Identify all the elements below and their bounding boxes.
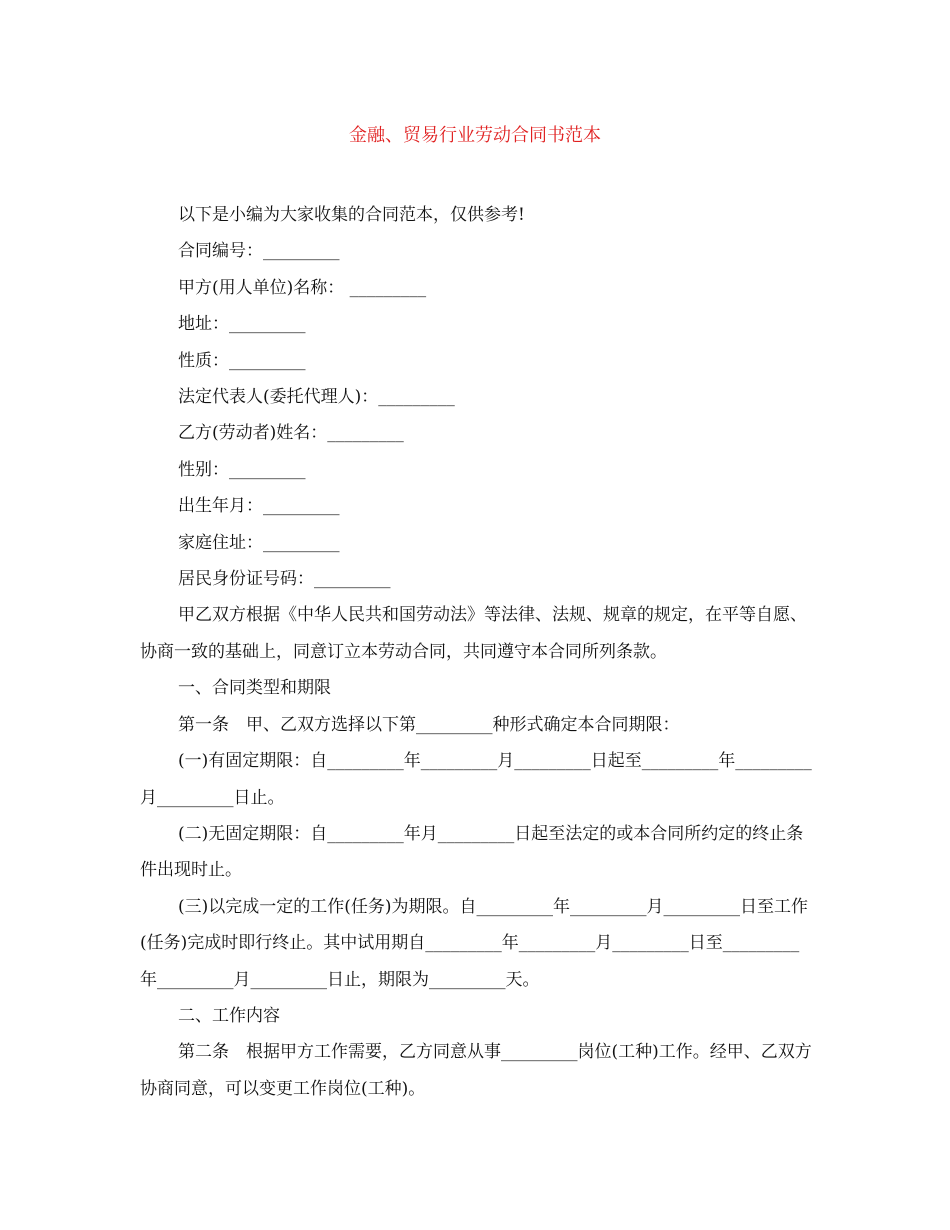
- address-line: 地址：_________: [178, 314, 306, 335]
- section-heading-contract-type: 一、合同类型和期限: [178, 678, 331, 699]
- intro-paragraph: 以下是小编为大家收集的合同范本，仅供参考!: [178, 205, 525, 225]
- document-title: 金融、贸易行业劳动合同书范本: [349, 125, 601, 146]
- id-number-line: 居民身份证号码：_________: [178, 569, 391, 590]
- task-term-clause: (三)以完成一定的工作(任务)为期限。自_________年_________月_________日至工作(任务)完成时即行终止。其中试用期自_________年_________月_________日至_________年_________月_________日止，期限为_________天。: [140, 896, 809, 990]
- fixed-term-clause: (一)有固定期限：自_________年_________月_________日起至_________年_________月_________日止。: [140, 751, 812, 808]
- article-one: 第一条 甲、乙双方选择以下第_________种形式确定本合同期限：: [178, 714, 680, 735]
- home-address-line: 家庭住址：_________: [178, 532, 340, 553]
- section-heading-work-content: 二、工作内容: [178, 1005, 280, 1026]
- party-a-name-line: 甲方(用人单位)名称： _________: [178, 277, 427, 298]
- legal-representative-line: 法定代表人(委托代理人)：_________: [178, 387, 455, 408]
- party-b-name-line: 乙方(劳动者)姓名：_________: [178, 423, 404, 444]
- nature-line: 性质：_________: [178, 350, 306, 371]
- document-body: [140, 197, 816, 1107]
- article-two: 第二条 根据甲方工作需要，乙方同意从事_________岗位(工种)工作。经甲、乙双方协商同意，可以变更工作岗位(工种)。: [140, 1042, 812, 1099]
- preamble-paragraph: 甲乙双方根据《中华人民共和国劳动法》等法律、法规、规章的规定，在平等自愿、协商一致的基础上，同意订立本劳动合同，共同遵守本合同所列条款。: [140, 605, 807, 662]
- contract-number-line: 合同编号：_________: [178, 241, 340, 262]
- birth-date-line: 出生年月：_________: [178, 496, 340, 517]
- gender-line: 性别：_________: [178, 459, 306, 480]
- open-term-clause: (二)无固定期限：自_________年月_________日起至法定的或本合同所约定的终止条件出现时止。: [140, 823, 804, 881]
